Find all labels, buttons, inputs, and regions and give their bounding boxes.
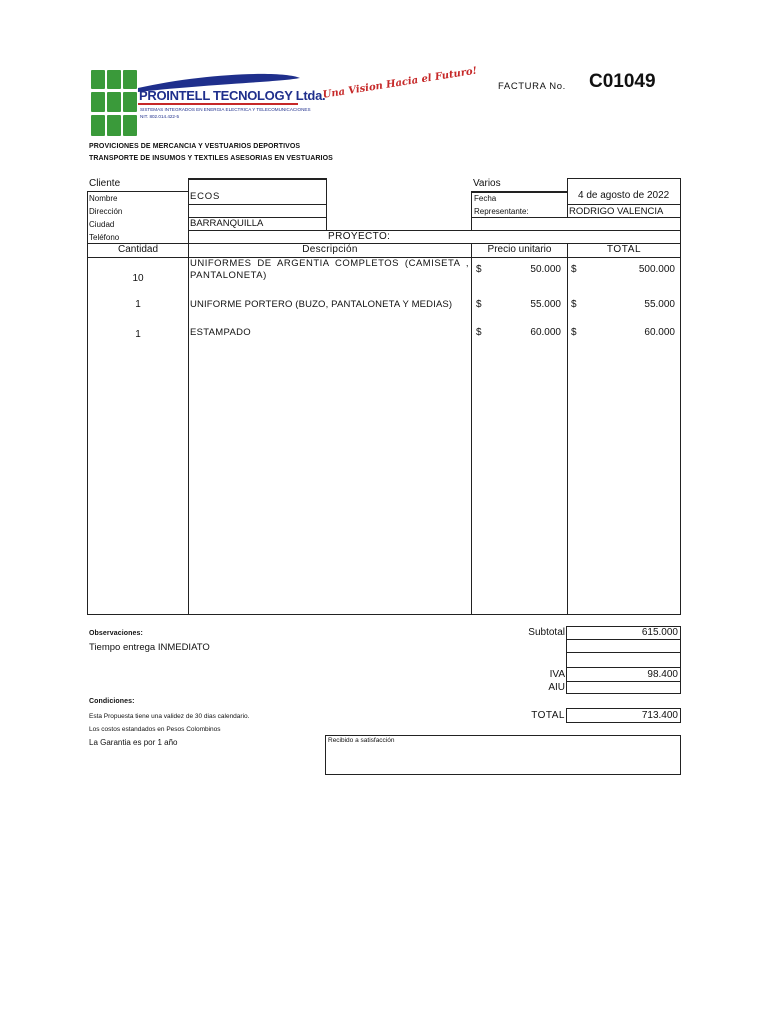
row-total: 55.000 bbox=[644, 299, 675, 310]
row-total-currency: $ bbox=[571, 299, 577, 310]
row-descripcion: UNIFORMES DE ARGENTIA COMPLETOS (CAMISETA , PANTALONETA) bbox=[190, 258, 469, 281]
representante-value[interactable]: RODRIGO VALENCIA bbox=[569, 206, 664, 217]
company-tagline: SISTEMAS INTEGRADOS EN ENERGIA ELECTRICA Y TELECOMUNICACIONES bbox=[140, 107, 311, 112]
row-precio: 55.000 bbox=[530, 299, 561, 310]
row-precio-currency: $ bbox=[476, 264, 482, 275]
condicion-costos: Los costos estandados en Pesos Colombinos bbox=[89, 726, 221, 733]
observaciones-label: Observaciones: bbox=[89, 630, 143, 637]
row-precio: 60.000 bbox=[530, 327, 561, 338]
aiu-label: AIU bbox=[548, 682, 565, 693]
company-name: PROINTELL TECNOLOGY Ltda. bbox=[139, 88, 326, 103]
logo-graphic bbox=[90, 70, 302, 138]
telefono-label: Teléfono bbox=[89, 233, 120, 242]
services-line-1: PROVICIONES DE MERCANCIA Y VESTUARIOS DEPORTIVOS bbox=[89, 143, 301, 150]
col-header-cantidad: Cantidad bbox=[117, 244, 159, 255]
direccion-label: Dirección bbox=[89, 207, 123, 216]
garantia: La Garantia es por 1 año bbox=[89, 738, 178, 747]
row-total: 500.000 bbox=[638, 264, 675, 275]
fecha-value[interactable]: 4 de agosto de 2022 bbox=[578, 190, 670, 201]
row-precio: 50.000 bbox=[530, 264, 561, 275]
condicion-validez: Esta Propuesta tiene una validez de 30 dias calendario. bbox=[89, 713, 250, 720]
col-header-descripcion: Descripción bbox=[302, 244, 358, 255]
recibido-box[interactable] bbox=[325, 735, 681, 775]
invoice-label: FACTURA No. bbox=[498, 81, 566, 92]
row-precio-currency: $ bbox=[476, 299, 482, 310]
row-descripcion: UNIFORME PORTERO (BUZO, PANTALONETA Y MEDIAS) bbox=[190, 299, 453, 310]
row-cantidad: 1 bbox=[135, 329, 141, 340]
condiciones-label: Condiciones: bbox=[89, 698, 135, 705]
ciudad-label: Ciudad bbox=[89, 220, 115, 229]
total-value: 713.400 bbox=[641, 710, 678, 721]
client-nombre[interactable]: ECOS bbox=[190, 191, 221, 202]
total-label: TOTAL bbox=[531, 710, 565, 721]
company-logo bbox=[90, 70, 302, 138]
nombre-label: Nombre bbox=[89, 194, 118, 203]
row-total: 60.000 bbox=[644, 327, 675, 338]
client-header: Cliente bbox=[89, 178, 121, 189]
company-slogan: Una Vision Hacia el Futuro! bbox=[322, 65, 478, 101]
services-line-2: TRANSPORTE DE INSUMOS Y TEXTILES ASESORIAS EN VESTUARIOS bbox=[89, 155, 333, 162]
invoice-number: C01049 bbox=[589, 71, 656, 92]
iva-label: IVA bbox=[549, 669, 565, 680]
varios-header: Varios bbox=[473, 178, 501, 189]
row-descripcion: ESTAMPADO bbox=[190, 327, 251, 338]
row-cantidad: 1 bbox=[135, 299, 141, 310]
col-header-precio: Precio unitario bbox=[487, 244, 552, 255]
company-nit: NIT. 802.014.422-5 bbox=[140, 114, 180, 119]
proyecto-label: PROYECTO: bbox=[328, 231, 391, 242]
row-cantidad: 10 bbox=[132, 273, 144, 284]
col-header-total: TOTAL bbox=[606, 244, 642, 255]
representante-label: Representante: bbox=[474, 207, 529, 216]
subtotal-label: Subtotal bbox=[528, 627, 565, 638]
fecha-label: Fecha bbox=[474, 194, 497, 203]
tiempo-entrega: Tiempo entrega INMEDIATO bbox=[89, 642, 210, 653]
subtotal-value: 615.000 bbox=[641, 627, 678, 638]
row-total-currency: $ bbox=[571, 327, 577, 338]
iva-value: 98.400 bbox=[647, 669, 678, 680]
row-precio-currency: $ bbox=[476, 327, 482, 338]
client-ciudad[interactable]: BARRANQUILLA bbox=[190, 218, 264, 229]
row-total-currency: $ bbox=[571, 264, 577, 275]
recibido-label: Recibido a satisfacción bbox=[328, 737, 395, 744]
